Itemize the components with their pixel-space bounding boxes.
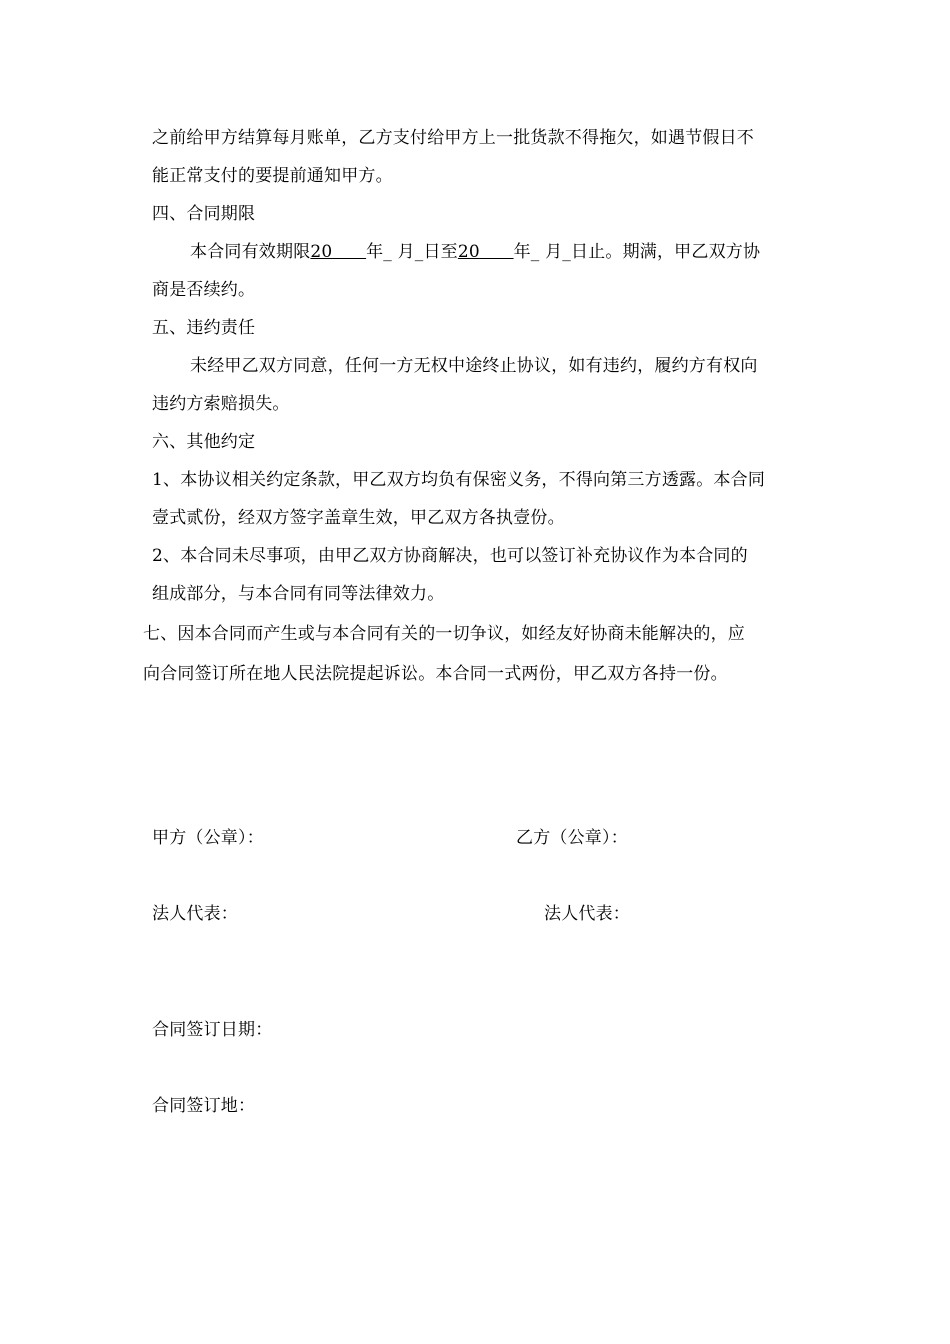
sign-place-label: 合同签订地： xyxy=(152,1096,256,1116)
section-6-item-1-line-1: 1、本协议相关约定条款，甲乙双方均负有保密义务，不得向第三方透露。本合同 xyxy=(152,470,766,490)
section-5-heading: 五、违约责任 xyxy=(152,318,256,338)
end-year-prefix: 20 xyxy=(457,242,480,262)
section-6-heading: 六、其他约定 xyxy=(152,432,256,452)
section-6-item-1-line-2: 壹式贰份，经双方签字盖章生效，甲乙双方各执壹份。 xyxy=(152,508,565,528)
section-7-line-1: 七、因本合同而产生或与本合同有关的一切争议，如经友好协商未能解决的，应 xyxy=(143,624,745,644)
section-6-item-2-line-1: 2、本合同未尽事项，由甲乙双方协商解决，也可以签订补充协议作为本合同的 xyxy=(152,546,748,566)
section-5-line-1: 未经甲乙双方同意，任何一方无权中途终止协议，如有违约，履约方有权向 xyxy=(190,356,758,376)
term-middle: 年_ 月_日至 xyxy=(366,242,458,262)
start-year-prefix: 20 xyxy=(310,242,333,262)
party-b-seal-label: 乙方（公章）： xyxy=(516,828,628,848)
section-6-item-2-line-2: 组成部分，与本合同有同等法律效力。 xyxy=(152,584,445,604)
section-3-line-1: 之前给甲方结算每月账单，乙方支付给甲方上一批货款不得拖欠，如遇节假日不 xyxy=(152,128,754,148)
section-4-line-1 xyxy=(190,240,760,264)
section-7-line-2: 向合同签订所在地人民法院提起诉讼。本合同一式两份，甲乙双方各持一份。 xyxy=(143,664,728,684)
term-suffix: 年_ 月_日止。期满，甲乙双方协 xyxy=(513,242,761,262)
party-a-seal-label: 甲方（公章）： xyxy=(152,828,264,848)
section-3-line-2: 能正常支付的要提前通知甲方。 xyxy=(152,166,393,186)
party-a-rep-label: 法人代表： xyxy=(152,904,238,924)
party-b-rep-label: 法人代表： xyxy=(544,904,630,924)
start-year-blank xyxy=(310,242,366,262)
sign-date-label: 合同签订日期： xyxy=(152,1020,273,1040)
section-5-line-2: 违约方索赔损失。 xyxy=(152,394,290,414)
section-4-heading: 四、合同期限 xyxy=(152,204,256,224)
section-4-line-2: 商是否续约。 xyxy=(152,280,256,300)
term-prefix: 本合同有效期限 xyxy=(190,242,311,262)
end-year-blank xyxy=(458,242,514,262)
